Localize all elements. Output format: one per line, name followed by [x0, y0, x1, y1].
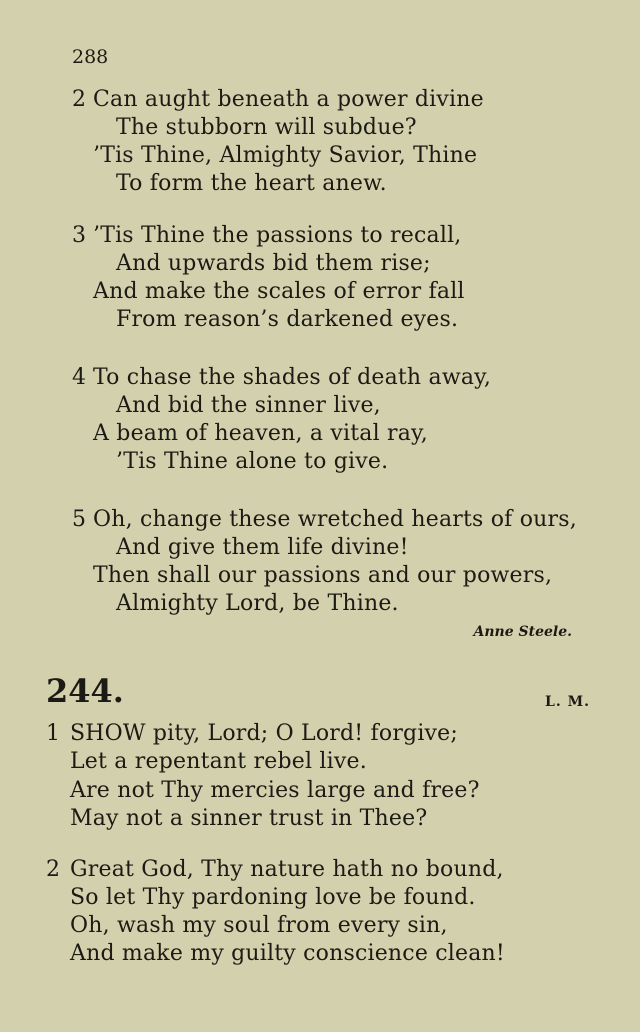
stanza-number: 3 — [72, 223, 86, 248]
stanza-number: 2 — [46, 857, 60, 882]
verse-line: And bid the sinner live, — [116, 393, 381, 418]
verse-line: Great God, Thy nature hath no bound, — [70, 857, 504, 882]
verse-line: From reason’s darkened eyes. — [116, 307, 459, 332]
hymn-number: 244. — [46, 672, 124, 710]
verse-line: Almighty Lord, be Thine. — [116, 591, 399, 616]
stanza-number: 5 — [72, 507, 86, 532]
stanza-number: 4 — [72, 365, 86, 390]
verse-line: And give them life divine! — [116, 535, 409, 560]
verse-line: To chase the shades of death away, — [93, 365, 492, 390]
verse-line: A beam of heaven, a vital ray, — [93, 421, 428, 446]
verse-line: Oh, change these wretched hearts of ours, — [93, 507, 577, 532]
verse-line: ’Tis Thine alone to give. — [116, 449, 389, 474]
verse-line: And make the scales of error fall — [93, 279, 465, 304]
stanza-number: 1 — [46, 721, 60, 746]
verse-line: And upwards bid them rise; — [116, 251, 431, 276]
stanza-number: 2 — [72, 87, 86, 112]
verse-line: So let Thy pardoning love be found. — [70, 885, 476, 910]
verse-line: Then shall our passions and our powers, — [93, 563, 553, 588]
verse-line: May not a sinner trust in Thee? — [70, 806, 428, 831]
verse-line: Can aught beneath a power divine — [93, 87, 484, 112]
verse-line: And make my guilty conscience clean! — [70, 941, 505, 966]
author-attribution: Anne Steele. — [473, 624, 572, 640]
verse-line: Are not Thy mercies large and free? — [70, 778, 480, 803]
page-number: 288 — [72, 46, 109, 68]
verse-line: The stubborn will subdue? — [116, 115, 417, 140]
hymn-meter: L. M. — [545, 694, 590, 710]
verse-line: Oh, wash my soul from every sin, — [70, 913, 448, 938]
verse-line: To form the heart anew. — [116, 171, 387, 196]
verse-line: ’Tis Thine, Almighty Savior, Thine — [93, 143, 478, 168]
verse-line: Let a repentant rebel live. — [70, 749, 367, 774]
verse-line: SHOW pity, Lord; O Lord! forgive; — [70, 721, 459, 746]
verse-line: ’Tis Thine the passions to recall, — [93, 223, 462, 248]
